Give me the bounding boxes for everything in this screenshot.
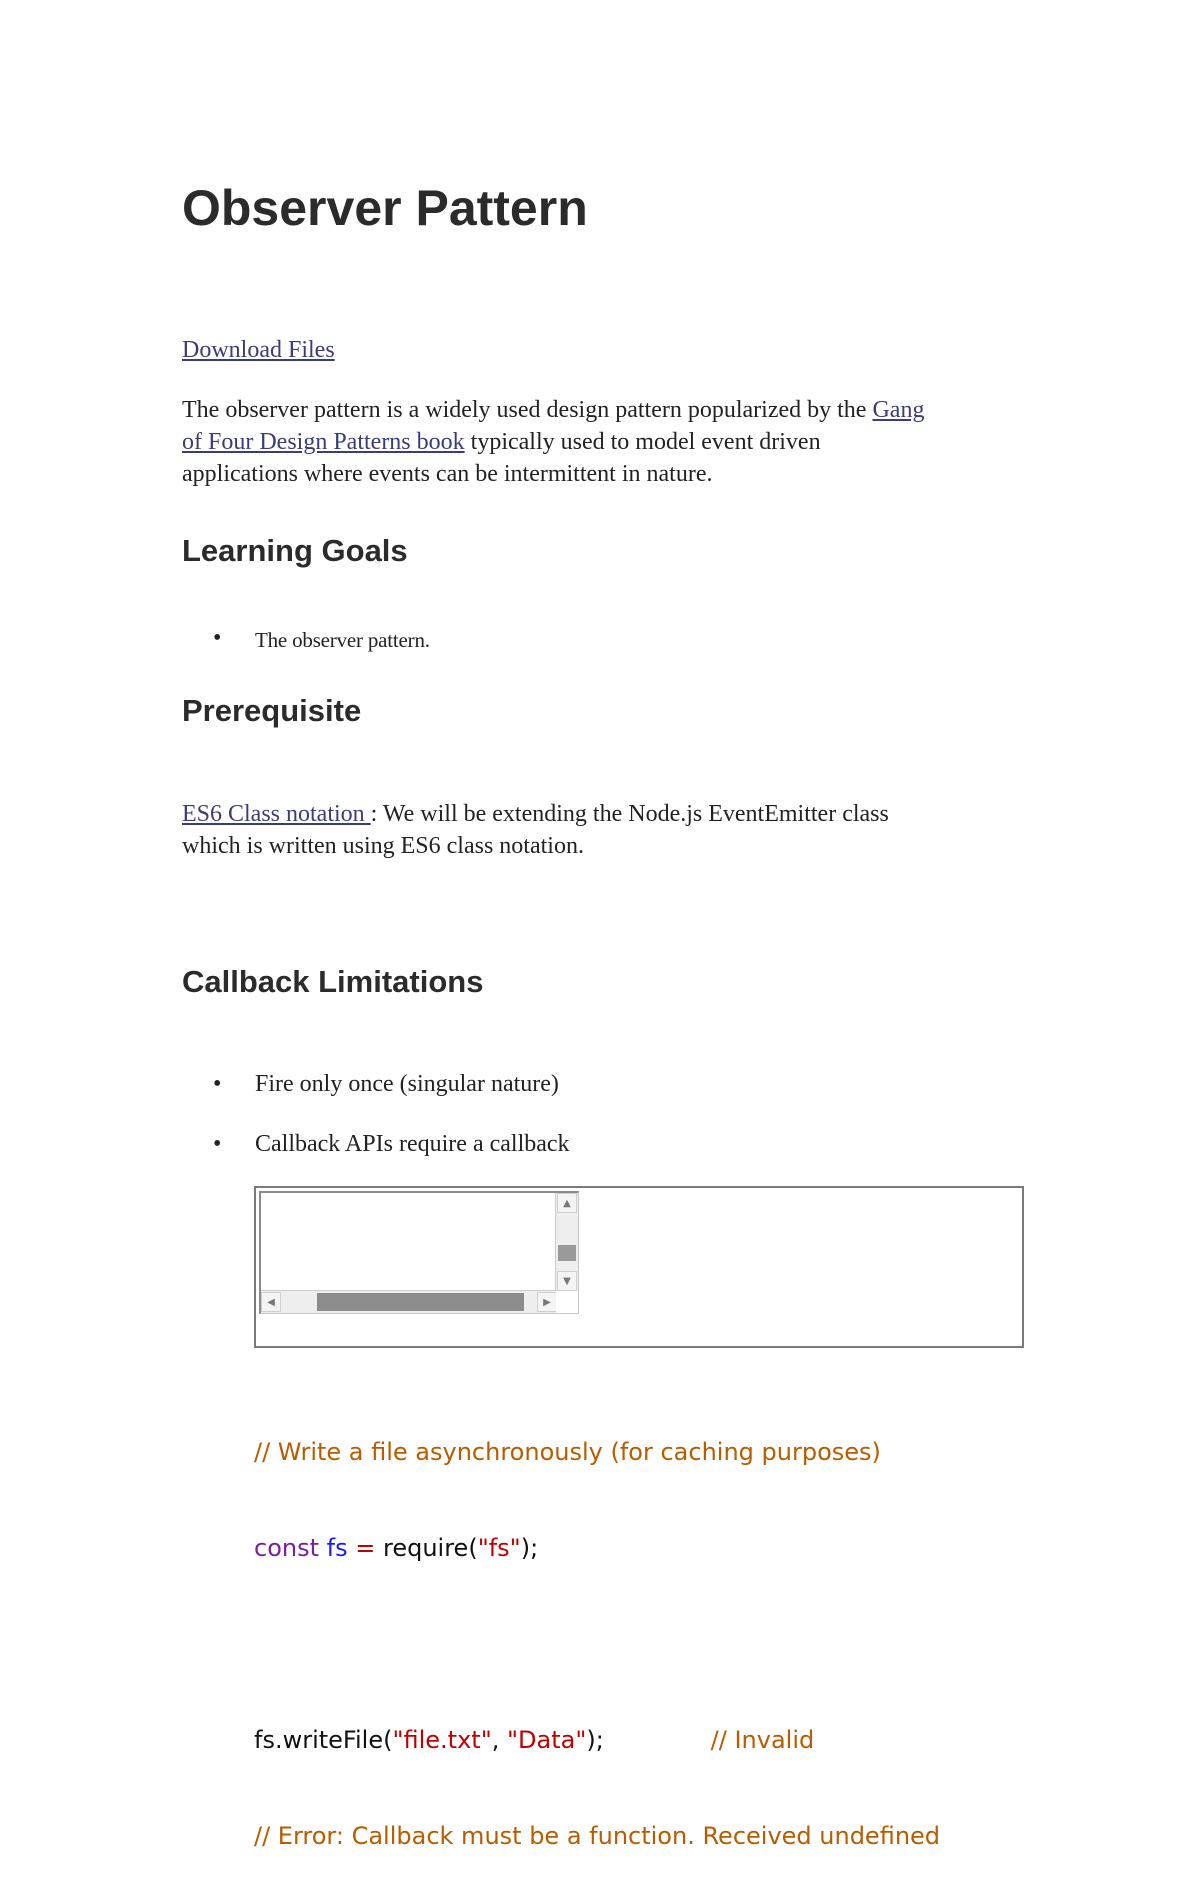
callback-limitations-heading: Callback Limitations bbox=[182, 964, 484, 999]
intro-paragraph bbox=[182, 394, 1042, 490]
prerequisite-text-line2: which is written using ES6 class notation. bbox=[182, 833, 584, 859]
code-comment: // Write a file asynchronously (for caching purposes) bbox=[254, 1438, 881, 1466]
code-line bbox=[254, 1820, 940, 1852]
code-string: "file.txt" bbox=[392, 1726, 492, 1754]
scroll-left-icon[interactable]: ◀ bbox=[261, 1292, 281, 1312]
code-line bbox=[254, 1532, 940, 1564]
code-function: .writeFile( bbox=[274, 1726, 393, 1754]
scroll-down-icon[interactable]: ▼ bbox=[557, 1271, 577, 1291]
scroll-right-icon[interactable]: ▶ bbox=[537, 1292, 557, 1312]
learning-goal-item: The observer pattern. bbox=[255, 628, 430, 652]
code-function: require( bbox=[383, 1534, 478, 1562]
code-whitespace bbox=[604, 1726, 711, 1754]
code-object: fs bbox=[254, 1726, 275, 1754]
bullet-icon: • bbox=[213, 625, 222, 651]
vertical-scrollbar[interactable] bbox=[555, 1193, 578, 1291]
prerequisite-heading: Prerequisite bbox=[182, 693, 362, 728]
intro-text-end: applications where events can be intermittent in nature. bbox=[182, 461, 713, 487]
code-block bbox=[254, 1372, 940, 1884]
code-punctuation: , bbox=[491, 1726, 507, 1754]
embedded-frame bbox=[254, 1186, 1024, 1348]
horizontal-scrollbar[interactable] bbox=[261, 1290, 557, 1313]
code-blank-line bbox=[254, 1628, 940, 1660]
learning-goals-heading: Learning Goals bbox=[182, 533, 408, 568]
prerequisite-paragraph bbox=[182, 798, 1042, 862]
code-variable: fs bbox=[326, 1534, 348, 1562]
code-line bbox=[254, 1724, 940, 1756]
prerequisite-text-line1: : We will be extending the Node.js EventEmitter class bbox=[370, 801, 889, 827]
es6-class-notation-link[interactable]: ES6 Class notation bbox=[182, 801, 371, 827]
code-comment: // Invalid bbox=[710, 1726, 815, 1754]
page-title: Observer Pattern bbox=[182, 180, 588, 236]
vertical-scroll-thumb[interactable] bbox=[558, 1245, 576, 1261]
code-keyword: const bbox=[254, 1534, 320, 1562]
embedded-scroll-area[interactable] bbox=[259, 1191, 579, 1314]
code-comment: // Error: Callback must be a function. Received undefined bbox=[254, 1822, 941, 1850]
code-line bbox=[254, 1436, 940, 1468]
code-string: "fs" bbox=[477, 1534, 521, 1562]
download-files-paragraph bbox=[182, 334, 335, 366]
gang-of-four-link-part1[interactable]: Gang bbox=[872, 397, 925, 423]
code-operator: = bbox=[355, 1534, 376, 1562]
scroll-up-icon[interactable]: ▲ bbox=[557, 1193, 577, 1213]
intro-text-start: The observer pattern is a widely used design pattern popularized by the bbox=[182, 397, 873, 423]
code-punctuation: ); bbox=[520, 1534, 539, 1562]
code-string: "Data" bbox=[507, 1726, 587, 1754]
download-files-link[interactable]: Download Files bbox=[182, 337, 335, 363]
scroll-corner bbox=[556, 1291, 578, 1313]
bullet-icon: • bbox=[213, 1131, 222, 1157]
bullet-icon: • bbox=[213, 1071, 222, 1097]
code-punctuation: ); bbox=[586, 1726, 604, 1754]
callback-limitation-item: Callback APIs require a callback bbox=[255, 1131, 570, 1157]
gang-of-four-link-part2[interactable]: of Four Design Patterns book bbox=[182, 429, 465, 455]
horizontal-scroll-thumb[interactable] bbox=[317, 1293, 524, 1311]
callback-limitation-item: Fire only once (singular nature) bbox=[255, 1071, 559, 1097]
intro-text-middle: typically used to model event driven bbox=[464, 429, 821, 455]
